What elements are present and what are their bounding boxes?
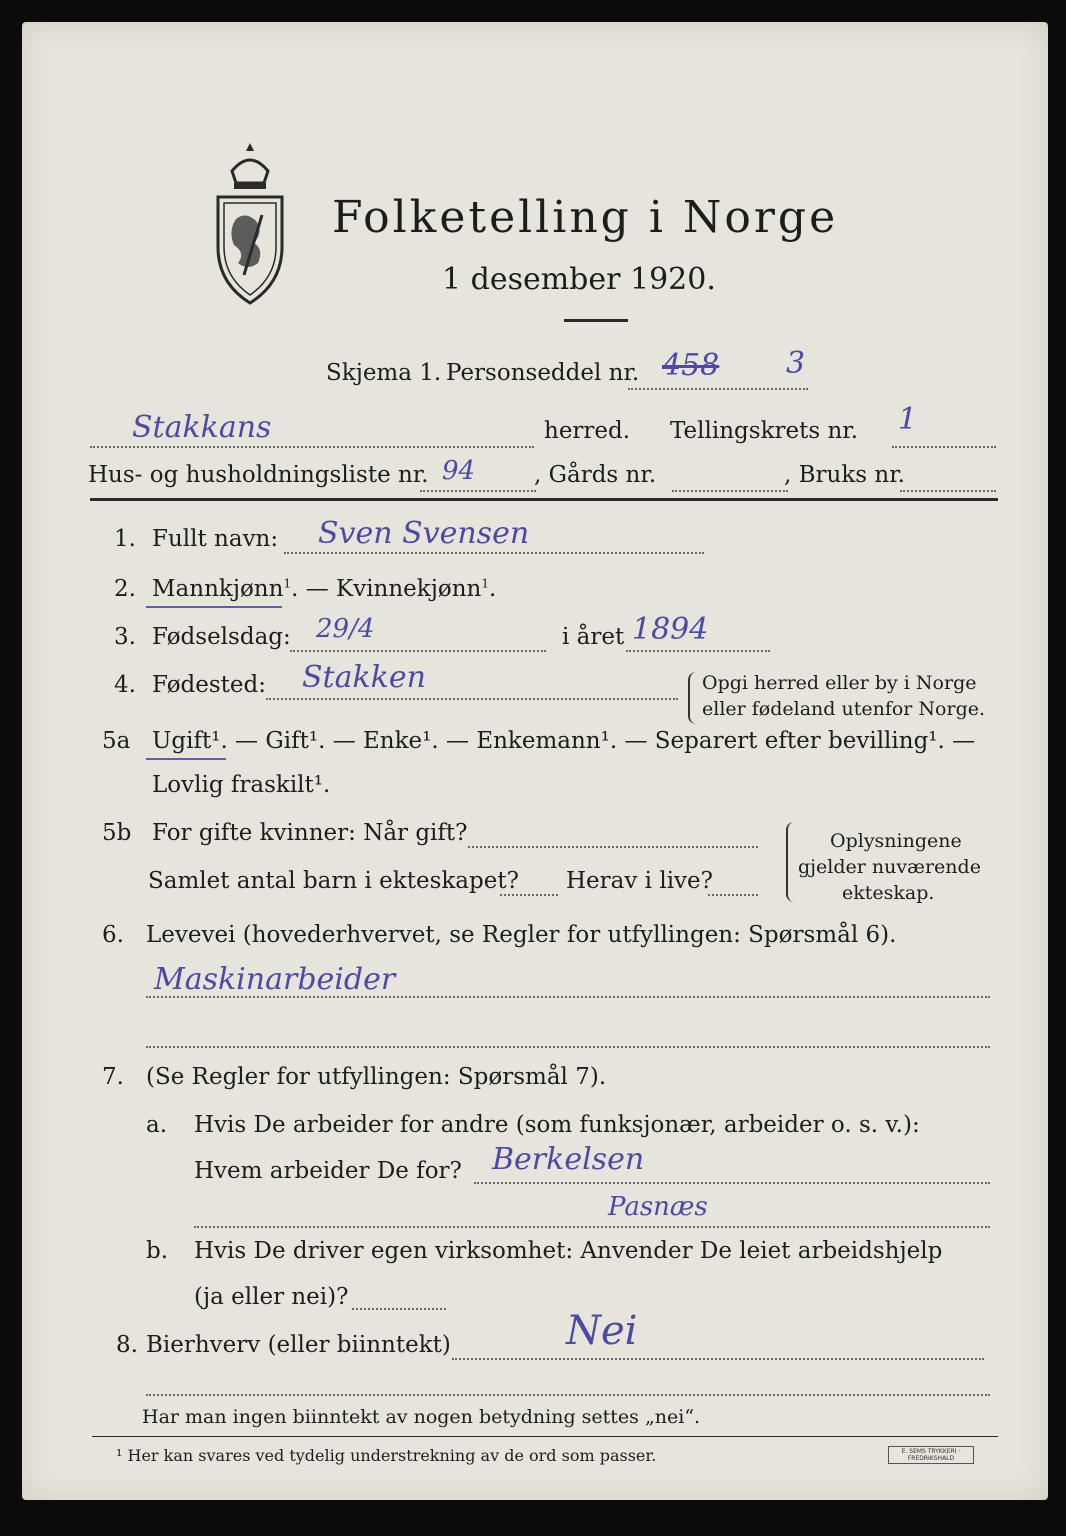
q7b-line2: (ja eller nei)?	[194, 1284, 349, 1310]
q5b-note-line2: gjelder nuværende	[798, 856, 981, 878]
q3-number: 3.	[114, 624, 136, 650]
household-list-label: Hus- og husholdningsliste nr.	[88, 462, 429, 488]
q8-number: 8.	[116, 1332, 138, 1358]
title-divider	[564, 319, 628, 322]
q4-label: Fødested:	[152, 672, 267, 698]
q1-value: Sven Svensen	[318, 516, 530, 551]
q7a-employer-place: Pasnæs	[608, 1192, 708, 1222]
q2-female: Kvinnekjønn	[336, 576, 482, 602]
q5b-note-line1: Oplysningene	[830, 830, 962, 852]
q2-male: Mannkjønn	[152, 576, 284, 602]
q5a-options-line2: Lovlig fraskilt¹.	[152, 772, 331, 798]
schema-label: Skjema 1.	[326, 360, 442, 386]
census-form	[22, 22, 1048, 1500]
coat-of-arms-icon	[210, 135, 290, 310]
census-date: 1 desember 1920.	[442, 262, 716, 297]
herred-value: Stakkans	[132, 410, 272, 445]
footnote: ¹ Her kan svares ved tydelig understrekning av de ord som passer.	[116, 1446, 657, 1465]
q6-number: 6.	[102, 922, 124, 948]
q5b-children-label: Samlet antal barn i ekteskapet?	[148, 868, 519, 894]
q5b-note-line3: ekteskap.	[842, 882, 935, 904]
tellingskrets-label: Tellingskrets nr.	[670, 418, 859, 444]
footer-rule	[92, 1436, 998, 1437]
q8-value: Nei	[566, 1308, 638, 1354]
q4-note-line2: eller fødeland utenfor Norge.	[702, 698, 986, 720]
q5b-alive-label: Herav i live?	[566, 868, 713, 894]
q4-number: 4.	[114, 672, 136, 698]
q2-options: Mannkjønn$^1$. — Kvinnekjønn$^1$.	[152, 576, 497, 602]
biinntekt-note: Har man ingen biinntekt av nogen betydning settes „nei“.	[142, 1406, 701, 1428]
personseddel-label: Personseddel nr.	[446, 360, 640, 386]
header-rule	[90, 498, 998, 501]
q7-label: (Se Regler for utfyllingen: Spørsmål 7).	[146, 1064, 607, 1090]
personseddel-value: 3	[786, 346, 806, 381]
q7a-employer-value: Berkelsen	[492, 1142, 645, 1177]
q7-number: 7.	[102, 1064, 124, 1090]
q5a-number: 5a	[102, 728, 131, 754]
gards-label: , Gårds nr.	[534, 462, 657, 488]
bruks-label: , Bruks nr.	[784, 462, 905, 488]
q7a-line2: Hvem arbeider De for?	[194, 1158, 462, 1184]
q3-birthday-value: 29/4	[316, 614, 375, 644]
q2-male-underline	[146, 606, 282, 608]
q6-value: Maskinarbeider	[154, 962, 396, 997]
form-title: Folketelling i Norge	[332, 192, 839, 243]
printer-stamp: E. SEMS TRYKKERI · FREDRIKSHALD	[888, 1446, 974, 1464]
q1-label: Fullt navn:	[152, 526, 279, 552]
q7b-letter: b.	[146, 1238, 169, 1264]
q4-value: Stakken	[302, 660, 426, 695]
q3-year-label: i året	[562, 624, 625, 650]
q5b-number: 5b	[102, 820, 132, 846]
q7a-letter: a.	[146, 1112, 168, 1138]
q4-note-line1: Opgi herred eller by i Norge	[702, 672, 977, 694]
q3-year-value: 1894	[632, 612, 709, 647]
herred-label: herred.	[544, 418, 631, 444]
personseddel-struck-value: 458	[662, 348, 720, 383]
q5b-line1: For gifte kvinner: Når gift?	[152, 820, 468, 846]
q6-label: Levevei (hovederhvervet, se Regler for utfyllingen: Spørsmål 6).	[146, 922, 897, 948]
q5a-ugift-underline	[146, 758, 226, 760]
household-list-value: 94	[442, 456, 476, 486]
q7b-line1: Hvis De driver egen virksomhet: Anvender De leiet arbeidshjelp	[194, 1238, 943, 1264]
q5a-options-line1: Ugift¹. — Gift¹. — Enke¹. — Enkemann¹. — Separert efter bevilling¹. —	[152, 728, 976, 754]
q7a-line1: Hvis De arbeider for andre (som funksjonær, arbeider o. s. v.):	[194, 1112, 920, 1138]
q8-label: Bierhverv (eller biinntekt)	[146, 1332, 451, 1358]
tellingskrets-value: 1	[898, 402, 918, 437]
q1-number: 1.	[114, 526, 136, 552]
q3-label: Fødselsdag:	[152, 624, 291, 650]
q2-number: 2.	[114, 576, 136, 602]
